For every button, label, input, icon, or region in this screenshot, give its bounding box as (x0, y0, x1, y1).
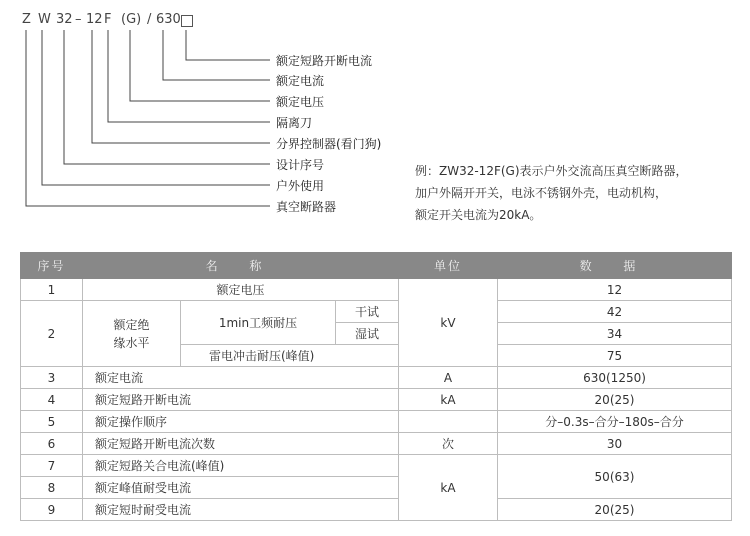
cell-wet-test: 湿试 (336, 323, 399, 345)
label-outdoor: 户外使用 (276, 179, 325, 193)
code-g: (G) (121, 12, 142, 27)
cell-value: 分–0.3s–合分–180s–合分 (498, 411, 732, 433)
cell-dry-test: 干试 (336, 301, 399, 323)
note-line-3: 额定开关电流为20kA。 (415, 208, 542, 222)
label-controller: 分界控制器(看门狗) (276, 137, 382, 151)
cell-unit: kA (399, 389, 498, 411)
line-breaking-current (186, 30, 270, 60)
table-row (21, 367, 732, 389)
line-isolator (108, 30, 270, 122)
cell-name: 额定操作顺序 (83, 411, 399, 433)
cell-no: 6 (21, 433, 83, 455)
table-row (21, 389, 732, 411)
cell-no: 4 (21, 389, 83, 411)
cell-value: 42 (498, 301, 732, 323)
label-isolator: 隔离刀 (276, 116, 313, 130)
cell-value: 20(25) (498, 499, 732, 521)
table-row (21, 455, 732, 477)
header-unit: 单位 (399, 253, 498, 279)
cell-name: 额定电流 (83, 367, 399, 389)
code-f: F (104, 12, 112, 27)
line-outdoor (42, 30, 270, 185)
label-rated-current: 额定电流 (276, 74, 325, 88)
cell-unit: kA (399, 455, 498, 521)
line-rated-current (163, 30, 270, 80)
cell-no: 8 (21, 477, 83, 499)
table-row (21, 411, 732, 433)
cell-value: 34 (498, 323, 732, 345)
label-rated-voltage: 额定电压 (276, 95, 325, 109)
cell-unit: kV (399, 279, 498, 367)
code-w: W (38, 12, 51, 27)
header-value: 数 据 (498, 253, 732, 279)
cell-value: 30 (498, 433, 732, 455)
cell-name: 额定峰值耐受电流 (83, 477, 399, 499)
cell-power-freq: 1min工频耐压 (181, 301, 336, 345)
note-line-2: 加户外隔开开关，电泳不锈钢外壳，电动机构， (415, 186, 668, 200)
example-note (415, 160, 688, 226)
code-12: 12 (86, 12, 103, 27)
cell-value: 75 (498, 345, 732, 367)
cell-lightning-impulse: 雷电冲击耐压(峰值) (181, 345, 399, 367)
cell-no: 3 (21, 367, 83, 389)
cell-name: 额定电压 (83, 279, 399, 301)
table-row (21, 301, 732, 323)
code-630: 630 (156, 12, 181, 27)
code-32: 32 (56, 12, 73, 27)
header-name: 名 称 (83, 253, 399, 279)
cell-name: 额定短路开断电流 (83, 389, 399, 411)
line-rated-voltage (130, 30, 270, 101)
table-header-row (21, 253, 732, 279)
cell-name: 额定短时耐受电流 (83, 499, 399, 521)
insulation-line-2: 缘水平 (113, 335, 150, 350)
insulation-line-1: 额定绝 (113, 317, 150, 332)
line-controller (92, 30, 270, 143)
line-vacuum-breaker (26, 30, 270, 206)
label-breaking-current: 额定短路开断电流 (276, 54, 373, 68)
note-line-1: 例：ZW32-12F(G)表示户外交流高压真空断路器， (415, 164, 688, 178)
code-dash: – (75, 12, 82, 27)
cell-unit: 次 (399, 433, 498, 455)
label-vacuum-breaker: 真空断路器 (276, 200, 337, 214)
header-no: 序号 (21, 253, 83, 279)
spec-table (20, 252, 732, 521)
cell-insulation-level (83, 301, 181, 367)
label-design-no: 设计序号 (276, 158, 325, 172)
table-row (21, 279, 732, 301)
cell-value: 50(63) (498, 455, 732, 499)
cell-value: 630(1250) (498, 367, 732, 389)
line-design-no (64, 30, 270, 164)
cell-value: 20(25) (498, 389, 732, 411)
code-z: Z (22, 12, 31, 27)
cell-no: 5 (21, 411, 83, 433)
cell-no: 2 (21, 301, 83, 367)
cell-no: 9 (21, 499, 83, 521)
table-row (21, 433, 732, 455)
cell-name: 额定短路关合电流(峰值) (83, 455, 399, 477)
table-row (21, 499, 732, 521)
cell-unit: A (399, 367, 498, 389)
cell-value: 12 (498, 279, 732, 301)
cell-no: 7 (21, 455, 83, 477)
cell-no: 1 (21, 279, 83, 301)
cell-name: 额定短路开断电流次数 (83, 433, 399, 455)
cell-unit (399, 411, 498, 433)
code-slash: / (147, 12, 152, 27)
